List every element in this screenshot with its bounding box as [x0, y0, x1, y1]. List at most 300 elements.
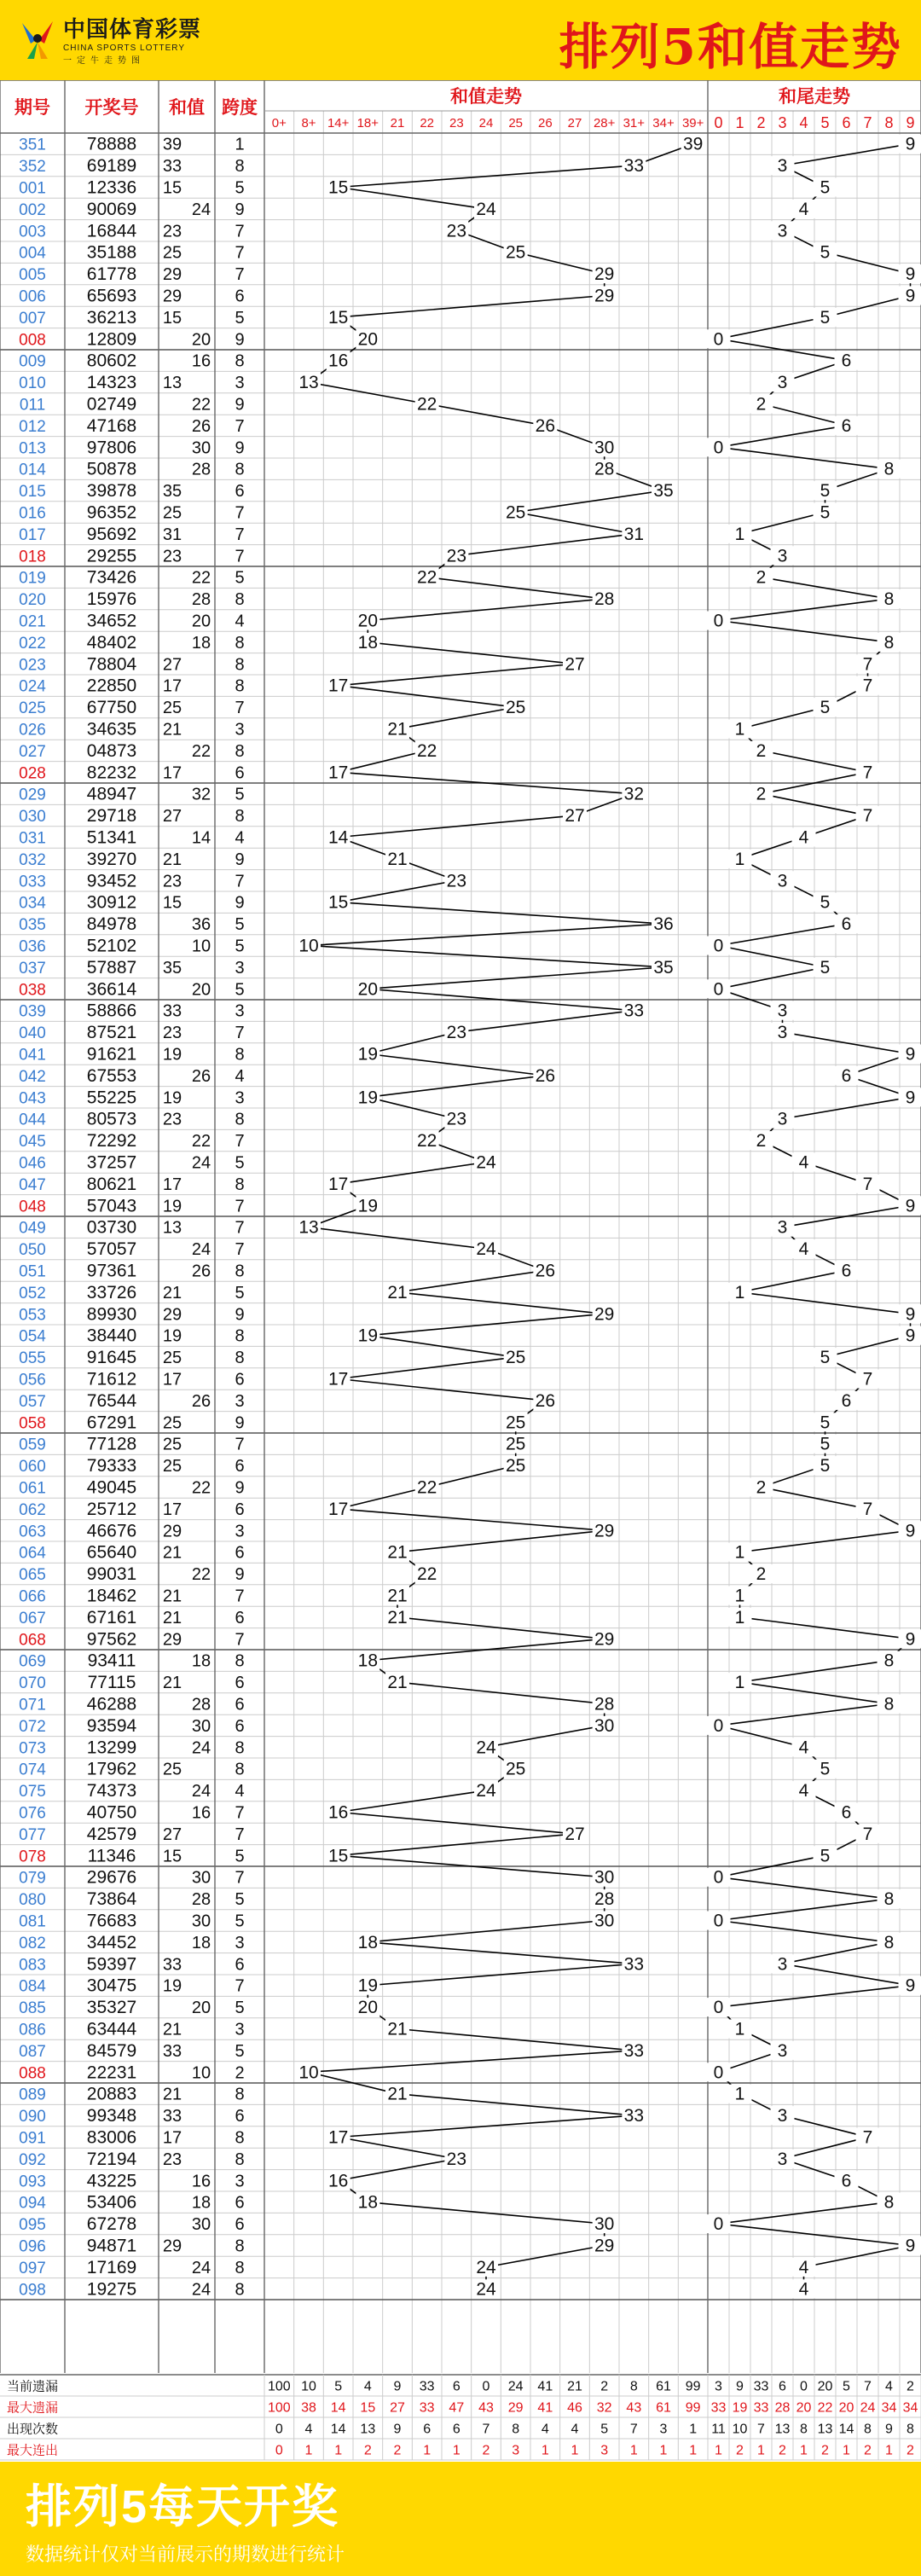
span-value: 4 [235, 1782, 245, 1801]
sum-bucket-label: 23 [449, 116, 464, 131]
issue-number: 069 [19, 1652, 46, 1671]
span-value: 7 [235, 872, 245, 891]
tail-trend-marker: 0 [713, 2063, 724, 2083]
header-issue: 期号 [14, 98, 50, 118]
tail-trend-marker: 6 [841, 1802, 852, 1823]
stat-sum-value: 99 [685, 2379, 701, 2394]
tail-trend-marker: 1 [734, 2019, 745, 2039]
sum-value: 21 [162, 1587, 182, 1606]
tail-trend-marker: 5 [820, 698, 831, 718]
draw-number: 83006 [86, 2127, 137, 2148]
draw-number: 14323 [86, 373, 137, 393]
issue-number: 076 [19, 1804, 46, 1823]
sum-value: 31 [162, 525, 182, 544]
draw-number: 29718 [86, 806, 137, 827]
sum-trend-marker: 10 [298, 936, 319, 956]
stat-tail-value: 11 [711, 2422, 726, 2437]
tail-bucket-label: 4 [799, 114, 808, 131]
issue-number: 018 [19, 548, 46, 566]
tail-trend-marker: 8 [883, 1932, 895, 1952]
tail-trend-marker: 0 [713, 979, 724, 1000]
draw-number: 30475 [86, 1976, 137, 1996]
sum-value: 25 [162, 1413, 182, 1433]
sum-value: 29 [162, 1305, 182, 1325]
sum-value: 24 [191, 1738, 211, 1758]
sum-bucket-label: 27 [567, 116, 582, 131]
sum-value: 10 [191, 2063, 211, 2083]
tail-bucket-label: 7 [863, 114, 872, 131]
stat-sum-value: 32 [596, 2400, 612, 2416]
stat-sum-value: 9 [393, 2422, 402, 2437]
sum-trend-marker: 10 [298, 2063, 319, 2083]
sum-value: 29 [162, 265, 182, 285]
span-value: 3 [235, 2020, 245, 2039]
span-value: 8 [235, 1262, 245, 1281]
tail-trend-marker: 2 [756, 1477, 767, 1498]
sum-value: 17 [162, 1175, 182, 1194]
span-value: 6 [235, 1695, 245, 1714]
span-value: 9 [235, 395, 245, 415]
sum-value: 25 [162, 243, 182, 263]
issue-number: 019 [19, 569, 46, 588]
span-value: 6 [235, 2193, 245, 2213]
issue-number: 022 [19, 634, 46, 653]
stat-sum-value: 5 [600, 2422, 609, 2437]
sum-bucket-label: 31+ [623, 116, 646, 131]
stat-sum-value: 3 [600, 2443, 609, 2458]
draw-number: 36614 [86, 979, 137, 1000]
sum-value: 18 [191, 1651, 211, 1671]
sum-value: 25 [162, 1760, 182, 1779]
issue-number: 097 [19, 2259, 46, 2277]
stat-label: 当前遗漏 [7, 2379, 59, 2394]
tail-trend-marker: 3 [777, 1109, 788, 1129]
tail-trend-marker: 8 [883, 1651, 895, 1671]
draw-number: 37257 [86, 1152, 137, 1173]
draw-number: 18462 [86, 1586, 137, 1606]
sum-trend-marker: 25 [505, 1348, 526, 1368]
draw-number: 65693 [86, 286, 137, 306]
draw-number: 91621 [86, 1044, 137, 1065]
span-value: 9 [235, 1478, 245, 1498]
tail-bucket-label: 0 [714, 114, 723, 131]
footer-title: 排列5每天开奖 [26, 2481, 340, 2532]
draw-number: 89930 [86, 1304, 137, 1325]
draw-number: 76683 [86, 1911, 137, 1931]
sum-value: 19 [162, 1976, 182, 1996]
sum-value: 21 [162, 1674, 182, 1693]
tail-bucket-label: 3 [778, 114, 787, 131]
draw-number: 15976 [86, 589, 137, 610]
stat-tail-value: 2 [779, 2443, 786, 2458]
issue-number: 061 [19, 1479, 46, 1498]
draw-number: 11346 [87, 1846, 136, 1866]
sum-value: 10 [191, 937, 211, 956]
tail-trend-marker: 3 [777, 2106, 788, 2126]
tail-trend-marker: 3 [777, 871, 788, 891]
stat-sum-value: 33 [419, 2379, 435, 2394]
span-value: 8 [235, 1760, 245, 1779]
sum-value: 23 [162, 547, 182, 566]
span-value: 6 [235, 1716, 245, 1736]
sum-trend-marker: 30 [594, 2214, 615, 2235]
tail-trend-marker: 3 [777, 2040, 788, 2061]
draw-number: 12336 [86, 177, 137, 198]
sum-value: 26 [191, 1262, 211, 1281]
sum-trend-marker: 22 [416, 740, 437, 761]
sum-trend-marker: 15 [327, 307, 349, 328]
issue-number: 047 [19, 1175, 46, 1194]
stat-tail-value: 33 [710, 2400, 727, 2416]
draw-number: 77128 [86, 1434, 137, 1454]
stat-sum-value: 27 [390, 2400, 405, 2416]
sum-trend-marker: 30 [594, 1911, 615, 1931]
lottery-logo-icon [19, 18, 56, 61]
draw-number: 58866 [86, 1001, 137, 1021]
sum-value: 39 [162, 135, 182, 154]
sum-value: 25 [162, 1349, 182, 1368]
sum-value: 26 [191, 416, 211, 436]
sum-trend-marker: 15 [327, 1846, 349, 1866]
sum-trend-marker: 13 [298, 1217, 319, 1238]
sum-value: 24 [191, 1782, 211, 1801]
issue-number: 088 [19, 2064, 46, 2083]
span-value: 8 [235, 460, 245, 479]
span-value: 5 [235, 937, 245, 956]
tail-trend-marker: 2 [756, 1131, 767, 1152]
stat-tail-value: 2 [907, 2379, 914, 2394]
draw-number: 38440 [86, 1326, 137, 1346]
issue-number: 028 [19, 764, 46, 783]
tail-trend-marker: 5 [820, 502, 831, 523]
draw-number: 72292 [86, 1131, 137, 1152]
span-value: 3 [235, 1001, 245, 1021]
stat-tail-value: 1 [843, 2443, 850, 2458]
span-value: 7 [235, 1587, 245, 1606]
tail-trend-marker: 0 [713, 1911, 724, 1931]
span-value: 8 [235, 676, 245, 696]
sum-trend-marker: 33 [623, 2106, 645, 2126]
stat-sum-value: 43 [626, 2400, 642, 2416]
sum-value: 20 [191, 1999, 211, 2018]
span-value: 7 [235, 525, 245, 544]
draw-number: 93452 [86, 871, 137, 891]
sum-value: 15 [162, 893, 182, 913]
issue-number: 039 [19, 1002, 46, 1021]
issue-number: 352 [19, 158, 46, 177]
draw-number: 63444 [86, 2019, 137, 2039]
draw-number: 99031 [86, 1564, 137, 1585]
header-sum-trend: 和值走势 [450, 87, 522, 107]
stat-sum-value: 4 [541, 2422, 549, 2437]
sum-trend-marker: 27 [565, 654, 585, 675]
span-value: 5 [235, 568, 245, 588]
sum-trend-marker: 17 [327, 1174, 349, 1194]
stat-sum-value: 4 [363, 2379, 372, 2394]
stat-sum-value: 21 [567, 2379, 582, 2394]
tail-trend-marker: 3 [777, 1023, 788, 1043]
sum-value: 18 [191, 633, 211, 653]
sum-trend-marker: 16 [327, 351, 349, 371]
sum-trend-marker: 18 [357, 1932, 379, 1952]
draw-number: 57057 [86, 1239, 137, 1260]
sum-trend-marker: 21 [387, 2019, 408, 2039]
issue-number: 021 [19, 612, 46, 631]
span-value: 6 [235, 1457, 245, 1477]
draw-number: 80602 [86, 351, 137, 371]
issue-number: 031 [19, 829, 46, 848]
tail-trend-marker: 1 [734, 1542, 745, 1563]
draw-number: 47168 [86, 415, 137, 436]
draw-number: 97806 [86, 438, 137, 458]
sum-value: 23 [162, 1110, 182, 1129]
stat-sum-value: 1 [304, 2443, 313, 2458]
issue-number: 014 [19, 461, 46, 479]
sum-trend-marker: 21 [387, 1586, 408, 1606]
tail-trend-marker: 9 [905, 1629, 916, 1650]
issue-number: 032 [19, 850, 46, 869]
sum-trend-marker: 26 [535, 415, 556, 436]
tail-trend-marker: 7 [862, 2127, 873, 2148]
stat-sum-value: 6 [452, 2379, 460, 2394]
draw-number: 35188 [86, 242, 137, 263]
draw-number: 73426 [86, 567, 137, 588]
sum-value: 21 [162, 2020, 182, 2039]
span-value: 5 [235, 980, 245, 1000]
stat-tail-value: 33 [753, 2400, 769, 2416]
issue-number: 064 [19, 1544, 46, 1563]
sum-trend-marker: 24 [476, 2279, 496, 2300]
header-tail-trend: 和尾走势 [779, 87, 850, 107]
stat-tail-value: 2 [821, 2443, 829, 2458]
issue-number: 062 [19, 1500, 46, 1519]
tail-bucket-label: 1 [735, 114, 744, 131]
stat-sum-value: 24 [507, 2379, 524, 2394]
stat-tail-value: 8 [864, 2422, 872, 2437]
draw-number: 03730 [86, 1217, 137, 1238]
tail-trend-marker: 3 [777, 1217, 788, 1238]
span-value: 5 [235, 1890, 245, 1910]
tail-trend-marker: 0 [713, 1715, 724, 1736]
stat-sum-value: 8 [629, 2379, 638, 2394]
tail-trend-marker: 8 [883, 589, 895, 610]
tail-trend-marker: 5 [820, 1434, 831, 1454]
tail-trend-marker: 4 [798, 2279, 809, 2300]
draw-number: 96352 [86, 502, 137, 523]
sum-value: 30 [191, 1868, 211, 1888]
span-value: 6 [235, 763, 245, 783]
tail-trend-marker: 4 [798, 1239, 809, 1260]
issue-number: 046 [19, 1154, 46, 1173]
draw-number: 94871 [86, 2236, 137, 2256]
tail-trend-marker: 1 [734, 1586, 745, 1606]
draw-number: 73864 [86, 1889, 137, 1910]
tail-trend-marker: 7 [862, 1499, 873, 1519]
sum-trend-marker: 21 [387, 1607, 408, 1627]
span-value: 6 [235, 1608, 245, 1627]
issue-number: 044 [19, 1111, 46, 1129]
issue-number: 008 [19, 331, 46, 350]
stat-tail-value: 1 [885, 2443, 893, 2458]
draw-number: 93594 [86, 1715, 137, 1736]
sum-trend-marker: 27 [565, 1824, 585, 1844]
sum-value: 13 [162, 374, 182, 393]
draw-number: 82232 [86, 763, 137, 783]
sum-value: 19 [162, 1326, 182, 1346]
stat-tail-value: 3 [715, 2379, 722, 2394]
span-value: 8 [235, 1175, 245, 1194]
sum-trend-marker: 26 [535, 1065, 556, 1086]
sum-trend-marker: 16 [327, 2171, 349, 2191]
issue-number: 054 [19, 1327, 46, 1346]
issue-number: 004 [19, 244, 46, 263]
span-value: 3 [235, 1522, 245, 1541]
sum-value: 25 [162, 503, 182, 523]
span-value: 5 [235, 1912, 245, 1931]
issue-number: 012 [19, 417, 46, 436]
tail-trend-marker: 2 [756, 394, 767, 415]
trend-table [0, 80, 921, 2462]
tail-trend-marker: 3 [777, 156, 788, 177]
sum-trend-marker: 29 [594, 2236, 615, 2256]
sum-trend-marker: 21 [387, 1282, 408, 1303]
sum-value: 22 [191, 568, 211, 588]
span-value: 8 [235, 590, 245, 610]
sum-trend-marker: 23 [446, 1109, 467, 1129]
stat-tail-value: 8 [800, 2422, 808, 2437]
stat-tail-value: 1 [800, 2443, 808, 2458]
stat-label: 出现次数 [7, 2422, 59, 2437]
span-value: 7 [235, 1024, 245, 1043]
issue-number: 033 [19, 873, 46, 891]
header-number: 开奖号 [84, 98, 139, 118]
stat-tail-value: 34 [902, 2400, 918, 2416]
draw-number: 34652 [86, 611, 137, 631]
issue-number: 027 [19, 742, 46, 761]
tail-trend-marker: 9 [905, 1196, 916, 1216]
sum-value: 30 [191, 1716, 211, 1736]
sum-value: 22 [191, 1132, 211, 1152]
draw-number: 17962 [86, 1759, 137, 1779]
span-value: 7 [235, 1976, 245, 1996]
sum-value: 30 [191, 438, 211, 458]
stat-sum-value: 6 [423, 2422, 432, 2437]
span-value: 8 [235, 1326, 245, 1346]
issue-number: 041 [19, 1046, 46, 1065]
sum-trend-marker: 15 [327, 892, 349, 913]
draw-number: 61778 [86, 264, 137, 285]
sum-value: 18 [191, 1933, 211, 1952]
sum-trend-marker: 25 [505, 502, 526, 523]
sum-value: 27 [162, 655, 182, 675]
draw-number: 34452 [86, 1932, 137, 1952]
stat-tail-value: 20 [838, 2400, 854, 2416]
stat-sum-value: 33 [419, 2400, 435, 2416]
draw-number: 55225 [86, 1088, 137, 1108]
sum-bucket-label: 21 [390, 116, 405, 131]
span-value: 6 [235, 2215, 245, 2235]
span-value: 8 [235, 1651, 245, 1671]
tail-bucket-label: 8 [884, 114, 894, 131]
tail-trend-marker: 7 [862, 676, 873, 696]
sum-value: 14 [191, 828, 211, 848]
sum-trend-marker: 23 [446, 1023, 467, 1043]
sum-value: 27 [162, 807, 182, 827]
sum-value: 21 [162, 1608, 182, 1627]
issue-number: 002 [19, 200, 46, 219]
stat-sum-value: 29 [507, 2400, 524, 2416]
tail-trend-marker: 6 [841, 2171, 852, 2191]
issue-number: 009 [19, 352, 46, 371]
draw-number: 39270 [86, 849, 137, 869]
span-value: 2 [235, 2063, 245, 2083]
stat-sum-value: 10 [301, 2379, 316, 2394]
tail-trend-marker: 9 [905, 134, 916, 154]
tail-trend-marker: 1 [734, 524, 745, 544]
stat-sum-value: 1 [659, 2443, 668, 2458]
stat-label: 最大遗漏 [7, 2400, 59, 2416]
sum-value: 16 [191, 1803, 211, 1823]
tail-trend-marker: 1 [734, 719, 745, 740]
tail-trend-marker: 7 [862, 654, 873, 675]
tail-trend-marker: 9 [905, 1326, 916, 1346]
sum-value: 33 [162, 157, 182, 177]
stat-tail-value: 28 [774, 2400, 791, 2416]
tail-trend-marker: 5 [820, 177, 831, 198]
stat-tail-value: 13 [774, 2422, 791, 2437]
stat-sum-value: 41 [537, 2379, 553, 2394]
stat-sum-value: 4 [571, 2422, 579, 2437]
logo-cn-text: 中国体育彩票 [63, 16, 202, 42]
draw-number: 20883 [86, 2084, 137, 2104]
draw-number: 57887 [86, 957, 137, 978]
draw-number: 67278 [86, 2214, 137, 2235]
issue-number: 094 [19, 2194, 46, 2213]
sum-value: 13 [162, 1218, 182, 1238]
issue-number: 095 [19, 2216, 46, 2235]
stat-sum-value: 1 [334, 2443, 343, 2458]
draw-number: 50878 [86, 459, 137, 479]
tail-trend-marker: 5 [820, 307, 831, 328]
sum-trend-marker: 22 [416, 1477, 437, 1498]
span-value: 8 [235, 2150, 245, 2169]
sum-trend-marker: 33 [623, 2040, 645, 2061]
issue-number: 029 [19, 786, 46, 804]
stat-sum-value: 43 [478, 2400, 494, 2416]
sum-trend-marker: 33 [623, 1001, 645, 1021]
tail-trend-marker: 7 [862, 1824, 873, 1844]
span-value: 5 [235, 915, 245, 935]
sum-trend-marker: 21 [387, 849, 408, 869]
tail-trend-marker: 9 [905, 1521, 916, 1541]
issue-number: 015 [19, 483, 46, 502]
tail-trend-marker: 3 [777, 1001, 788, 1021]
draw-number: 91645 [86, 1348, 137, 1368]
sum-trend-marker: 24 [476, 2257, 496, 2277]
sum-value: 26 [191, 1391, 211, 1411]
issue-number: 085 [19, 1999, 46, 2018]
tail-trend-marker: 0 [713, 936, 724, 956]
issue-number: 023 [19, 656, 46, 675]
header-sum: 和值 [169, 98, 205, 118]
stat-tail-value: 1 [715, 2443, 722, 2458]
issue-number: 056 [19, 1371, 46, 1390]
issue-number: 038 [19, 981, 46, 1000]
tail-trend-marker: 0 [713, 611, 724, 631]
sum-value: 29 [162, 287, 182, 306]
span-value: 7 [235, 1435, 245, 1454]
draw-number: 59397 [86, 1954, 137, 1975]
